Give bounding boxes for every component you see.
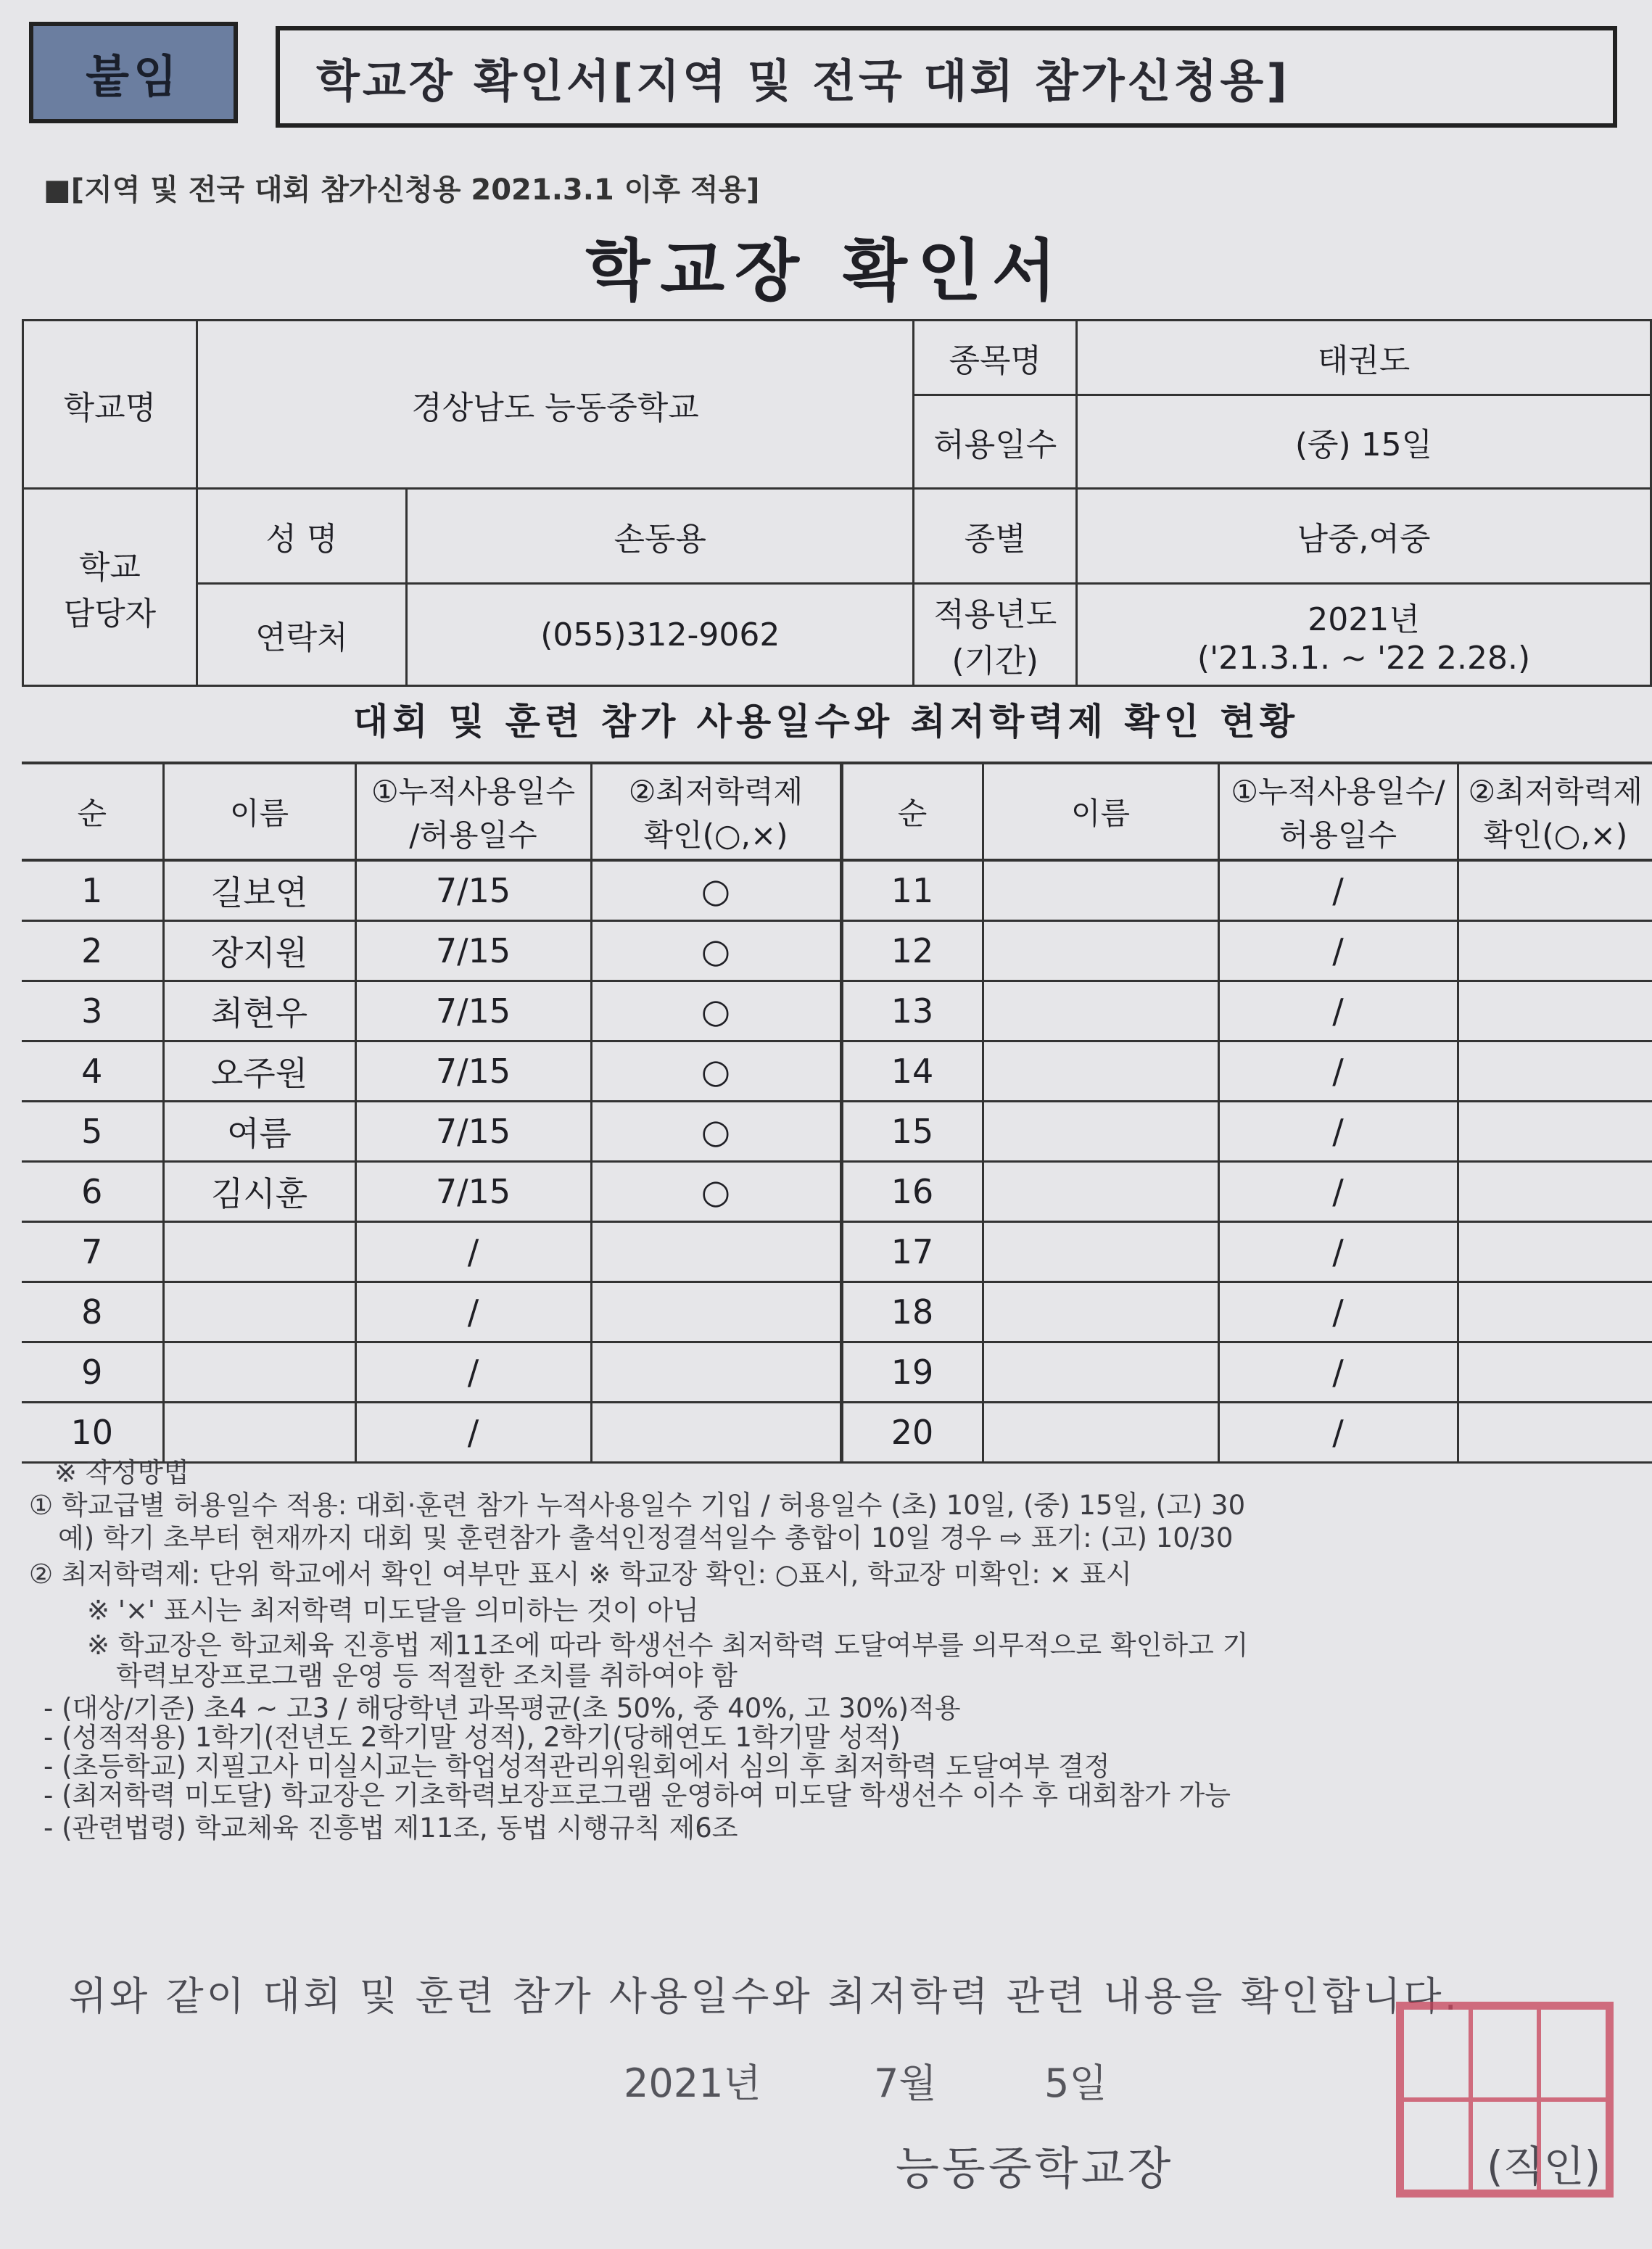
header-check-right-line2: 확인(○,×) <box>1483 817 1628 853</box>
header-check-line1: ②최저학력제 <box>628 774 804 809</box>
header-check-line2: 확인(○,×) <box>643 817 788 853</box>
row-days: / <box>355 1403 591 1463</box>
manager-label <box>23 489 197 686</box>
row-name-right <box>983 981 1218 1041</box>
header-name: 이름 <box>163 763 355 860</box>
header-check-right-line1: ②최저학력제 <box>1468 774 1643 809</box>
sport-label: 종목명 <box>914 321 1077 395</box>
contact-label: 연락처 <box>197 584 407 686</box>
year-value-line1: 2021년 <box>1308 601 1420 638</box>
table-row <box>22 1102 1652 1162</box>
row-no-right: 12 <box>841 921 983 981</box>
row-days-right: / <box>1218 1282 1458 1342</box>
page-title: 학교장 확인서 <box>585 232 1067 310</box>
row-no: 2 <box>22 921 163 981</box>
contact-value: (055)312-9062 <box>407 584 914 686</box>
row-name-right <box>983 1282 1218 1342</box>
sport-value: 태권도 <box>1077 321 1651 395</box>
section-title: 대회 및 훈련 참가 사용일수와 최저학력제 확인 현황 <box>352 701 1300 743</box>
row-check-right <box>1458 1162 1652 1222</box>
year-value-line2: ('21.3.1. ~ '22 2.28.) <box>1197 639 1531 677</box>
allowed-days-value: (중) 15일 <box>1077 395 1651 489</box>
header-days-right-line1: ①누적사용일수/ <box>1231 774 1445 809</box>
row-no-right: 11 <box>841 860 983 921</box>
row-no-right: 16 <box>841 1162 983 1222</box>
row-no-right: 19 <box>841 1342 983 1403</box>
row-check: ○ <box>591 1102 841 1162</box>
table-row <box>22 981 1652 1041</box>
row-no-right: 14 <box>841 1041 983 1102</box>
name-value: 손동용 <box>407 489 914 584</box>
row-days: / <box>355 1342 591 1403</box>
row-check-right <box>1458 921 1652 981</box>
row-no-right: 13 <box>841 981 983 1041</box>
table-row <box>22 1403 1652 1463</box>
participation-table <box>22 762 1652 1464</box>
instruction-line: - (최저학력 미도달) 학교장은 기초학력보장프로그램 운영하여 미도달 학생선수 이수 후 대회참가 가능 <box>44 1780 1231 1811</box>
instruction-line: 학력보장프로그램 운영 등 적절한 조치를 취하여야 함 <box>116 1660 738 1691</box>
row-no: 6 <box>22 1162 163 1222</box>
row-no-right: 20 <box>841 1403 983 1463</box>
row-days-right: / <box>1218 1162 1458 1222</box>
row-days-right: / <box>1218 860 1458 921</box>
row-check: ○ <box>591 921 841 981</box>
category-value: 남중,여중 <box>1077 489 1651 584</box>
row-no: 9 <box>22 1342 163 1403</box>
manager-label-line2: 담당자 <box>63 595 157 632</box>
header-days-right <box>1218 763 1458 860</box>
row-no: 10 <box>22 1403 163 1463</box>
row-check-right <box>1458 1222 1652 1282</box>
manager-label-line1: 학교 <box>78 548 141 586</box>
row-check <box>591 1342 841 1403</box>
row-days-right: / <box>1218 1102 1458 1162</box>
header-days-line1: ①누적사용일수 <box>371 774 576 809</box>
instruction-line: - (관련법령) 학교체육 진흥법 제11조, 동법 시행규칙 제6조 <box>44 1812 738 1844</box>
row-name-right <box>983 860 1218 921</box>
row-name-right <box>983 1342 1218 1403</box>
row-check: ○ <box>591 981 841 1041</box>
school-info-table <box>22 319 1652 687</box>
doc-title: 학교장 확인서[지역 및 전국 대회 참가신청용] <box>316 54 1290 107</box>
table-row <box>22 1162 1652 1222</box>
row-days: 7/15 <box>355 1041 591 1102</box>
doc-title-box <box>276 26 1617 128</box>
row-name-right <box>983 1162 1218 1222</box>
row-no: 5 <box>22 1102 163 1162</box>
row-days-right: / <box>1218 1403 1458 1463</box>
row-check: ○ <box>591 1162 841 1222</box>
row-days: 7/15 <box>355 921 591 981</box>
header-check <box>591 763 841 860</box>
row-name: 여름 <box>163 1102 355 1162</box>
allowed-days-label: 허용일수 <box>914 395 1077 489</box>
row-days-right: / <box>1218 1342 1458 1403</box>
date-day: 5일 <box>1044 2060 1107 2106</box>
row-no: 3 <box>22 981 163 1041</box>
confirmation-statement: 위와 같이 대회 및 훈련 참가 사용일수와 최저학력 관련 내용을 확인합니다. <box>69 1973 1460 2019</box>
row-no: 7 <box>22 1222 163 1282</box>
row-days: / <box>355 1222 591 1282</box>
header-name-right: 이름 <box>983 763 1218 860</box>
seal-label: (직인) <box>1487 2142 1601 2191</box>
row-name: 장지원 <box>163 921 355 981</box>
name-label: 성 명 <box>197 489 407 584</box>
instruction-line: ① 학교급별 허용일수 적용: 대회·훈련 참가 누적사용일수 기입 / 허용일수 (초) 10일, (중) 15일, (고) 30 <box>29 1490 1246 1521</box>
row-check-right <box>1458 1102 1652 1162</box>
instruction-line: - (성적적용) 1학기(전년도 2학기말 성적), 2학기(당해연도 1학기말 성적) <box>44 1722 901 1753</box>
row-days: / <box>355 1282 591 1342</box>
year-label-line1: 적용년도 <box>933 596 1057 633</box>
principal-signature: 능동중학교장 <box>896 2142 1174 2195</box>
row-name <box>163 1222 355 1282</box>
row-check <box>591 1403 841 1463</box>
row-name <box>163 1403 355 1463</box>
table-row <box>22 860 1652 921</box>
row-days-right: / <box>1218 1041 1458 1102</box>
table-row <box>22 1342 1652 1403</box>
row-check <box>591 1282 841 1342</box>
header-no: 순 <box>22 763 163 860</box>
row-name-right <box>983 1041 1218 1102</box>
instruction-line: - (대상/기준) 초4 ~ 고3 / 해당학년 과목평균(초 50%, 중 40%, 고 30%)적용 <box>44 1693 961 1724</box>
row-no: 8 <box>22 1282 163 1342</box>
table-header-row <box>22 763 1652 860</box>
table-row <box>22 921 1652 981</box>
table-row <box>22 1282 1652 1342</box>
instruction-line: ※ 작성방법 <box>54 1457 189 1488</box>
row-name: 오주원 <box>163 1041 355 1102</box>
row-check-right <box>1458 1403 1652 1463</box>
row-days: 7/15 <box>355 1162 591 1222</box>
table-row <box>22 1041 1652 1102</box>
row-name-right <box>983 1102 1218 1162</box>
row-days-right: / <box>1218 1222 1458 1282</box>
year-label <box>914 584 1077 686</box>
header-days-right-line2: 허용일수 <box>1279 817 1397 853</box>
row-check-right <box>1458 981 1652 1041</box>
table-body <box>22 860 1652 1463</box>
row-name: 김시훈 <box>163 1162 355 1222</box>
header-check-right <box>1458 763 1652 860</box>
row-check: ○ <box>591 860 841 921</box>
date-year: 2021년 <box>624 2060 761 2106</box>
row-name-right <box>983 921 1218 981</box>
row-days: 7/15 <box>355 1102 591 1162</box>
row-name-right <box>983 1222 1218 1282</box>
attachment-label: 붙임 <box>86 49 181 103</box>
row-no: 4 <box>22 1041 163 1102</box>
row-name <box>163 1282 355 1342</box>
instruction-line: - (초등학교) 지필고사 미실시교는 학업성적관리위원회에서 심의 후 최저학력 도달여부 결정 <box>44 1751 1110 1782</box>
header-days-line2: /허용일수 <box>409 817 537 853</box>
row-name-right <box>983 1403 1218 1463</box>
row-check: ○ <box>591 1041 841 1102</box>
row-no-right: 17 <box>841 1222 983 1282</box>
date-month: 7월 <box>874 2060 937 2106</box>
header-days <box>355 763 591 860</box>
school-label: 학교명 <box>23 321 197 489</box>
row-no: 1 <box>22 860 163 921</box>
table-row <box>22 1222 1652 1282</box>
instruction-line: ② 최저학력제: 단위 학교에서 확인 여부만 표시 ※ 학교장 확인: ○표시, 학교장 미확인: × 표시 <box>29 1559 1132 1590</box>
school-value: 경상남도 능동중학교 <box>197 321 914 489</box>
row-check-right <box>1458 1041 1652 1102</box>
row-check-right <box>1458 1282 1652 1342</box>
row-check-right <box>1458 1342 1652 1403</box>
attachment-badge <box>29 22 238 123</box>
row-name <box>163 1342 355 1403</box>
row-days-right: / <box>1218 981 1458 1041</box>
row-name: 최현우 <box>163 981 355 1041</box>
instruction-line: ※ '×' 표시는 최저학력 미도달을 의미하는 것이 아님 <box>87 1595 699 1626</box>
instruction-line: 예) 학기 초부터 현재까지 대회 및 훈련참가 출석인정결석일수 총합이 10일 경우 ⇨ 표기: (고) 10/30 <box>58 1522 1234 1553</box>
row-check-right <box>1458 860 1652 921</box>
row-check <box>591 1222 841 1282</box>
instruction-line: ※ 학교장은 학교체육 진흥법 제11조에 따라 학생선수 최저학력 도달여부를 의무적으로 확인하고 기 <box>87 1630 1249 1661</box>
year-label-line2: (기간) <box>951 643 1038 680</box>
header-no-right: 순 <box>841 763 983 860</box>
row-name: 길보연 <box>163 860 355 921</box>
category-label: 종별 <box>914 489 1077 584</box>
row-no-right: 18 <box>841 1282 983 1342</box>
row-no-right: 15 <box>841 1102 983 1162</box>
year-value <box>1077 584 1651 686</box>
applicability-note: ■[지역 및 전국 대회 참가신청용 2021.3.1 이후 적용] <box>44 173 760 207</box>
row-days-right: / <box>1218 921 1458 981</box>
row-days: 7/15 <box>355 860 591 921</box>
row-days: 7/15 <box>355 981 591 1041</box>
